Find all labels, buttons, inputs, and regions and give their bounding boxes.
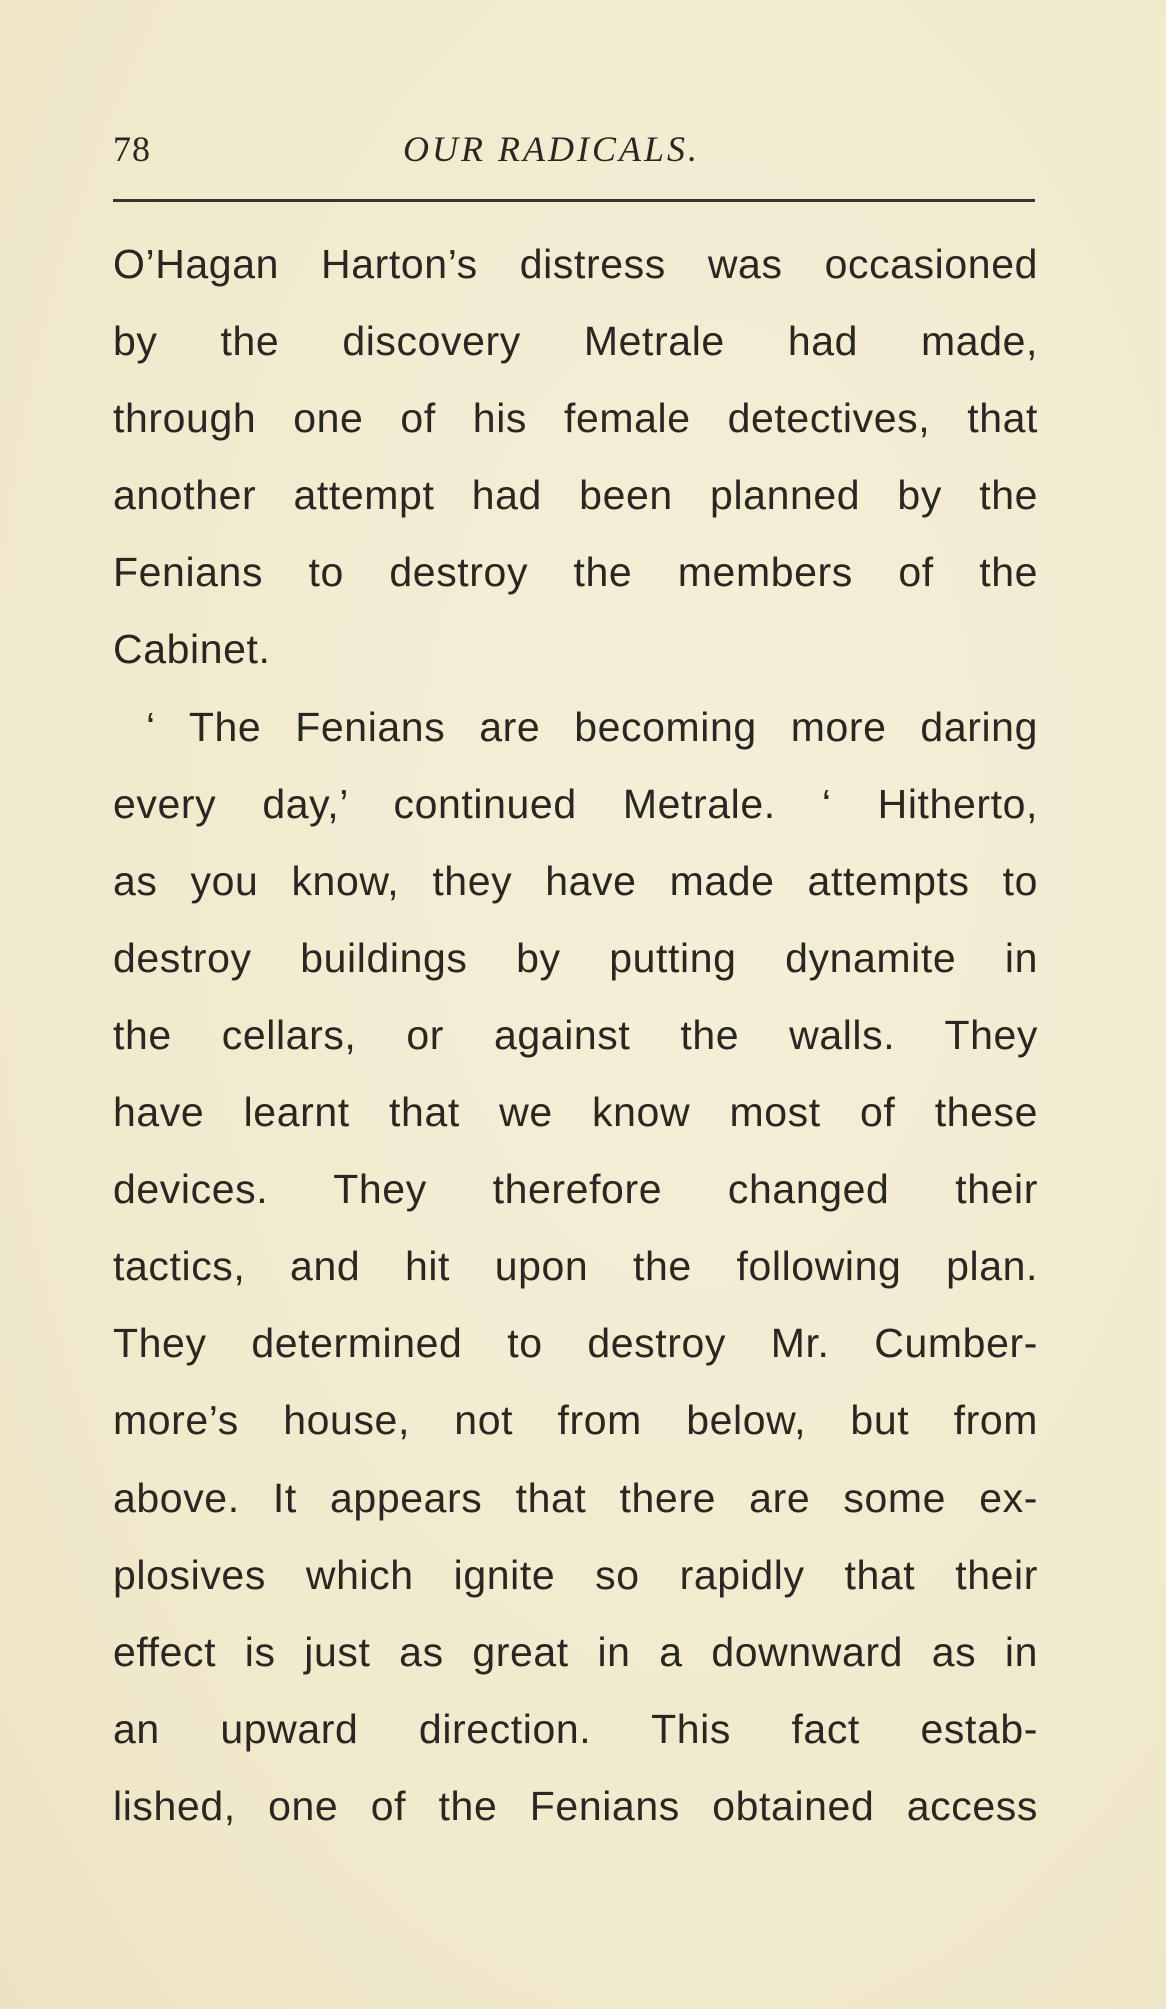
text-line: ‘ The Fenians are becoming more daring: [146, 703, 1038, 750]
text-line: Cabinet.: [113, 626, 271, 673]
header-rule: [113, 199, 1035, 202]
text-line: They determined to destroy Mr. Cumber-: [113, 1320, 1038, 1367]
text-line: devices. They therefore changed their: [113, 1166, 1038, 1213]
text-line: by the discovery Metrale had made,: [113, 318, 1038, 365]
text-line: plosives which ignite so rapidly that their: [113, 1551, 1038, 1598]
text-line: destroy buildings by putting dynamite in: [113, 934, 1038, 981]
text-line: Fenians to destroy the members of the: [113, 549, 1038, 596]
text-line: through one of his female detectives, that: [113, 395, 1038, 442]
text-line: the cellars, or against the walls. They: [113, 1011, 1038, 1058]
text-line: an upward direction. This fact estab-: [113, 1705, 1038, 1752]
page-number: 78: [113, 129, 151, 169]
text-line: as you know, they have made attempts to: [113, 857, 1038, 904]
text-line: tactics, and hit upon the following plan.: [113, 1243, 1038, 1290]
text-line: more’s house, not from below, but from: [113, 1397, 1038, 1444]
text-line: lished, one of the Fenians obtained access: [113, 1782, 1038, 1829]
text-line: O’Hagan Harton’s distress was occasioned: [113, 241, 1038, 287]
running-title: OUR RADICALS.: [403, 129, 700, 169]
body-text: [113, 226, 1038, 1845]
text-line: every day,’ continued Metrale. ‘ Hitherto,: [113, 780, 1038, 827]
running-head: [113, 128, 1033, 178]
text-line: another attempt had been planned by the: [113, 472, 1038, 519]
text-line: effect is just as great in a downward as in: [113, 1628, 1038, 1675]
text-line: have learnt that we know most of these: [113, 1089, 1038, 1136]
text-line: above. It appears that there are some ex-: [113, 1474, 1038, 1521]
